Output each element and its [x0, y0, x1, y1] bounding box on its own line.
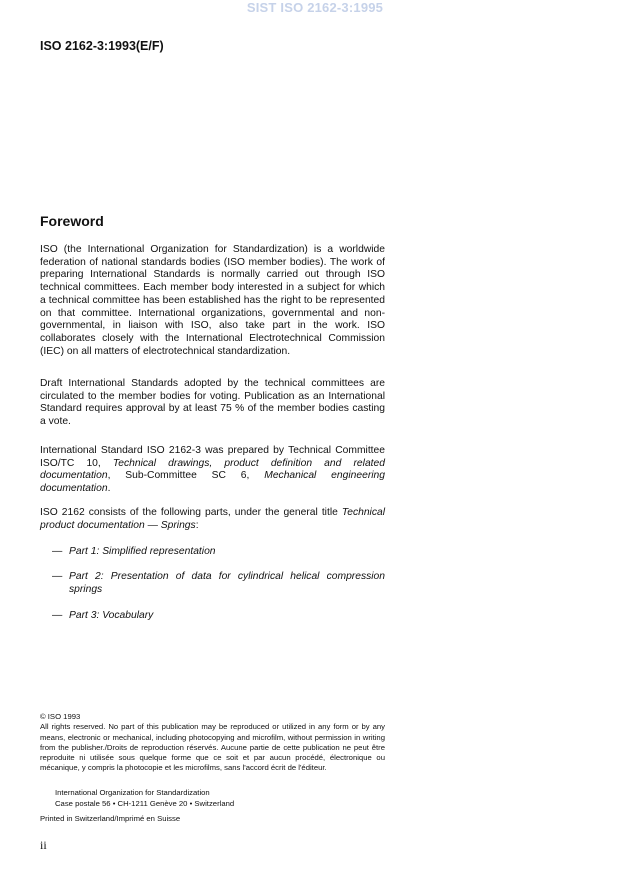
document-id: ISO 2162-3:1993(E/F)	[40, 39, 164, 53]
copyright-line: © ISO 1993	[40, 712, 81, 721]
list-dash: —	[52, 610, 63, 621]
list-item-text: Part 3: Vocabulary	[69, 610, 154, 621]
printed-in: Printed in Switzerland/Imprimé en Suisse	[40, 814, 181, 823]
para3-text-e: .	[107, 483, 111, 495]
list-dash: —	[52, 546, 63, 557]
foreword-paragraph-3	[40, 445, 385, 496]
list-item	[52, 571, 385, 596]
page-number: ii	[40, 838, 47, 852]
list-item	[52, 546, 385, 559]
para3-text-c: , Sub-Committee SC 6,	[107, 470, 265, 482]
list-item-text: Part 2: Presentation of data for cylindrical helical compression springs	[69, 571, 385, 595]
list-item	[52, 610, 385, 623]
para4-text-c: :	[195, 519, 199, 531]
foreword-paragraph-2: Draft International Standards adopted by the technical committees are circulated to the member bodies for voting. Publication as an International Standard requires approval by at least 75 % of the member bodies casting a vote.	[40, 378, 385, 428]
list-item-text: Part 1: Simplified representation	[69, 546, 216, 557]
watermark: SIST ISO 2162-3:1995	[246, 0, 384, 15]
copyright-text: All rights reserved. No part of this publication may be reproduced or utilized in any form or by any means, electronic or mechanical, including photocopying and microfilm, without permission in writing from the publisher./Droits de reproduction réservés. Aucune partie de cette publication ne peut être reproduite ni utilisée sous quelque forme que ce soit et par aucun procédé, électronique ou mécanique, y compris la photocopie et les microfilms, sans l'accord écrit de l'éditeur.	[40, 722, 385, 773]
para4-text-a: ISO 2162 consists of the following parts, under the general title	[40, 507, 342, 518]
general-title: Technical product documentation — Springs	[40, 507, 385, 531]
list-dash: —	[52, 571, 63, 582]
copyright-notice	[40, 712, 385, 774]
foreword-paragraph-4	[40, 507, 385, 532]
committee-title: Technical drawings, product definition and related documentation	[40, 457, 385, 482]
foreword-heading: Foreword	[40, 213, 104, 229]
publisher-name: International Organization for Standardization	[55, 788, 210, 797]
publisher-postal: Case postale 56 • CH-1211 Genève 20 • Switzerland	[55, 798, 235, 808]
para3-text-a: International Standard ISO 2162-3 was prepared by Technical Committee ISO/TC 10,	[40, 445, 385, 469]
publisher-address	[55, 788, 234, 809]
subcommittee-title: Mechanical engineering documentation	[40, 470, 385, 495]
foreword-paragraph-1: ISO (the International Organization for Standardization) is a worldwide federation of national standards bodies (ISO member bodies). The work of preparing International Standards is normally carried out through ISO technical committees. Each member body interested in a subject for which a technical committee has been established has the right to be represented on that committee. International organizations, governmental and non-governmental, in liaison with ISO, also take part in the work. ISO collaborates closely with the International Electrotechnical Commission (IEC) on all matters of electrotechnical standardization.	[40, 244, 385, 357]
